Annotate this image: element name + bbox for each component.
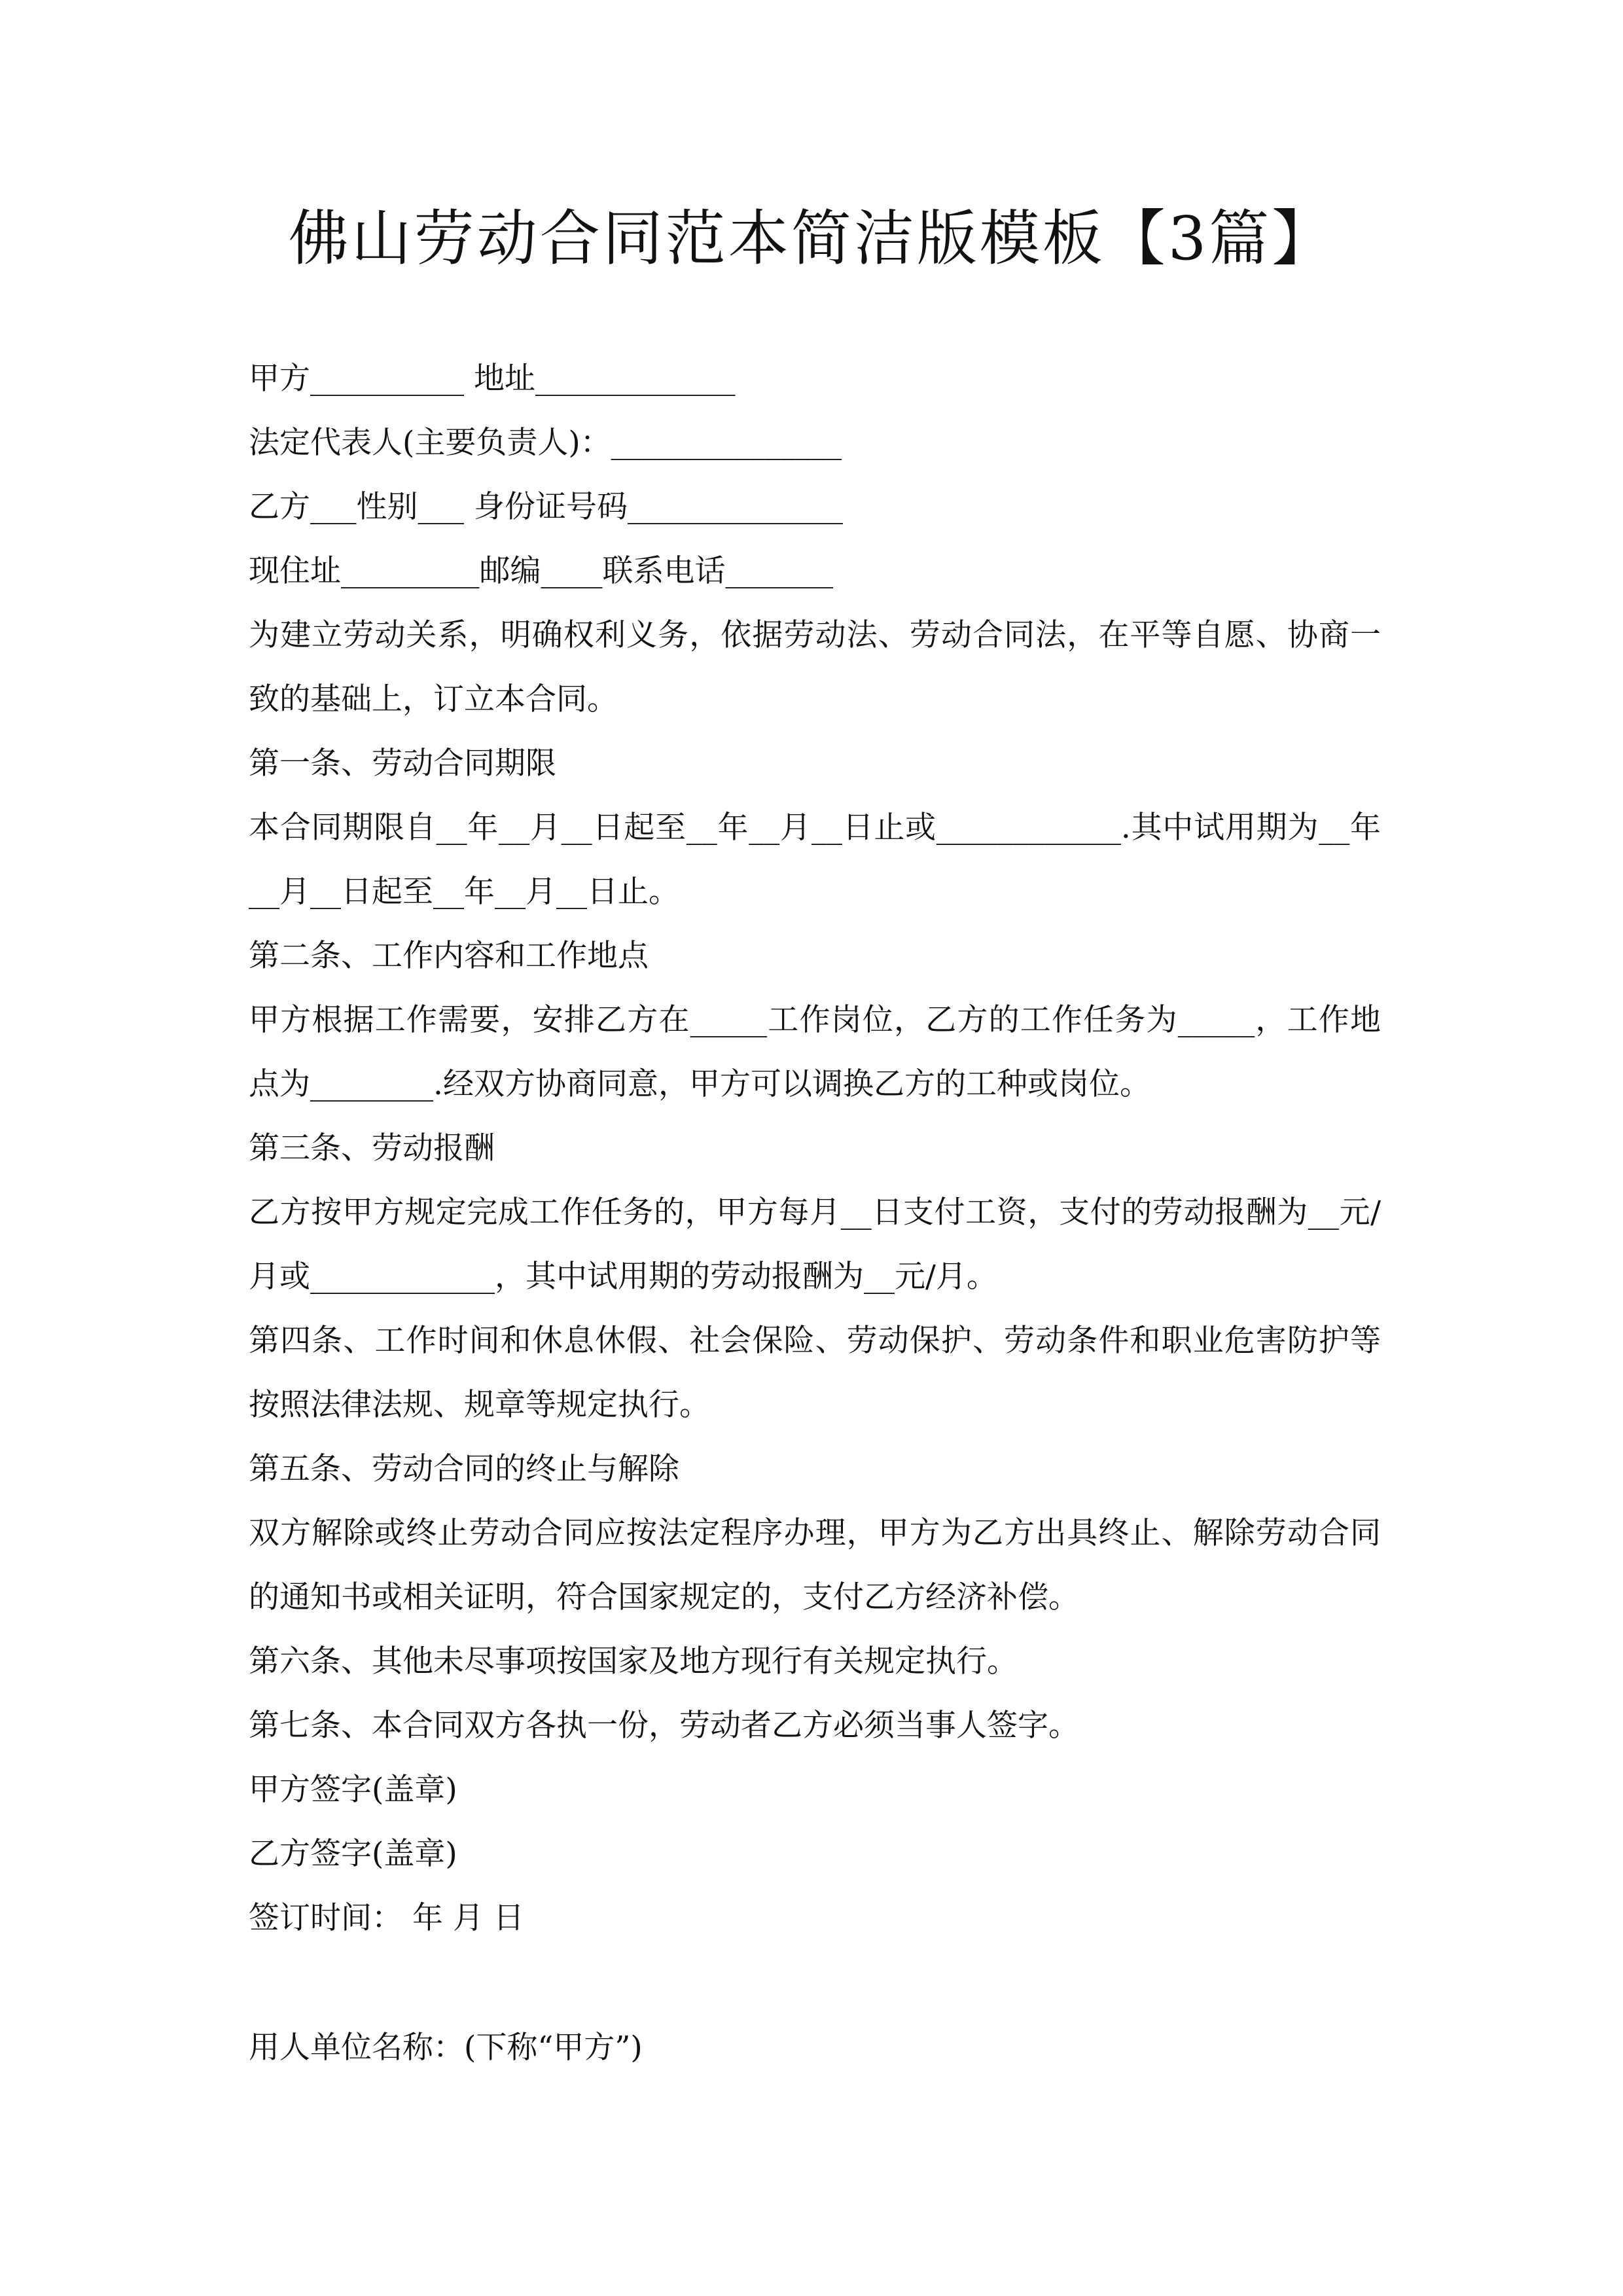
- document-body: [249, 347, 1381, 2080]
- article-2-paragraph: 甲方根据工作需要，安排乙方在_____工作岗位，乙方的工作任务为_____，工作地点为________.经双方协商同意，甲方可以调换乙方的工种或岗位。: [249, 1002, 1381, 1102]
- article-5-paragraph: 双方解除或终止劳动合同应按法定程序办理，甲方为乙方出具终止、解除劳动合同的通知书或相关证明，符合国家规定的，支付乙方经济补偿。: [249, 1515, 1381, 1615]
- article-3-paragraph: 乙方按甲方规定完成工作任务的，甲方每月__日支付工资，支付的劳动报酬为__元/月或____________，其中试用期的劳动报酬为__元/月。: [249, 1194, 1381, 1295]
- article-1-paragraph: 本合同期限自__年__月__日起至__年__月__日止或____________.其中试用期为__年__月__日起至__年__月__日止。: [249, 810, 1381, 910]
- article-4-paragraph: 第四条、工作时间和休息休假、社会保险、劳动保护、劳动条件和职业危害防护等按照法律法规、规章等规定执行。: [249, 1323, 1381, 1423]
- party-b-line: 乙方___性别___ 身份证号码______________: [249, 489, 843, 525]
- article-7-line: 第七条、本合同双方各执一份，劳动者乙方必须当事人签字。: [249, 1708, 1079, 1744]
- employer-name-line: 用人单位名称：(下称“甲方”): [249, 2030, 643, 2066]
- intro-paragraph: 为建立劳动关系，明确权利义务，依据劳动法、劳动合同法，在平等自愿、协商一致的基础上，订立本合同。: [249, 617, 1381, 717]
- legal-representative-line: 法定代表人(主要负责人)：_______________: [249, 425, 842, 461]
- section-spacer: [249, 1950, 1381, 2016]
- article-3-heading: 第三条、劳动报酬: [249, 1130, 495, 1166]
- party-b-signature: 乙方签字(盖章): [249, 1836, 457, 1872]
- article-1-heading: 第一条、劳动合同期限: [249, 745, 556, 781]
- article-2-heading: 第二条、工作内容和工作地点: [249, 938, 649, 974]
- address-contact-line: 现住址_________邮编____联系电话_______: [249, 553, 833, 589]
- article-6-line: 第六条、其他未尽事项按国家及地方现行有关规定执行。: [249, 1643, 1018, 1679]
- party-a-signature: 甲方签字(盖章): [249, 1772, 457, 1808]
- article-5-heading: 第五条、劳动合同的终止与解除: [249, 1451, 679, 1487]
- party-a-line: 甲方__________ 地址_____________: [249, 361, 736, 397]
- signing-date: 签订时间： 年 月 日: [249, 1900, 524, 1936]
- page-title: 佛山劳动合同范本简洁版模板【3篇】: [288, 204, 1335, 274]
